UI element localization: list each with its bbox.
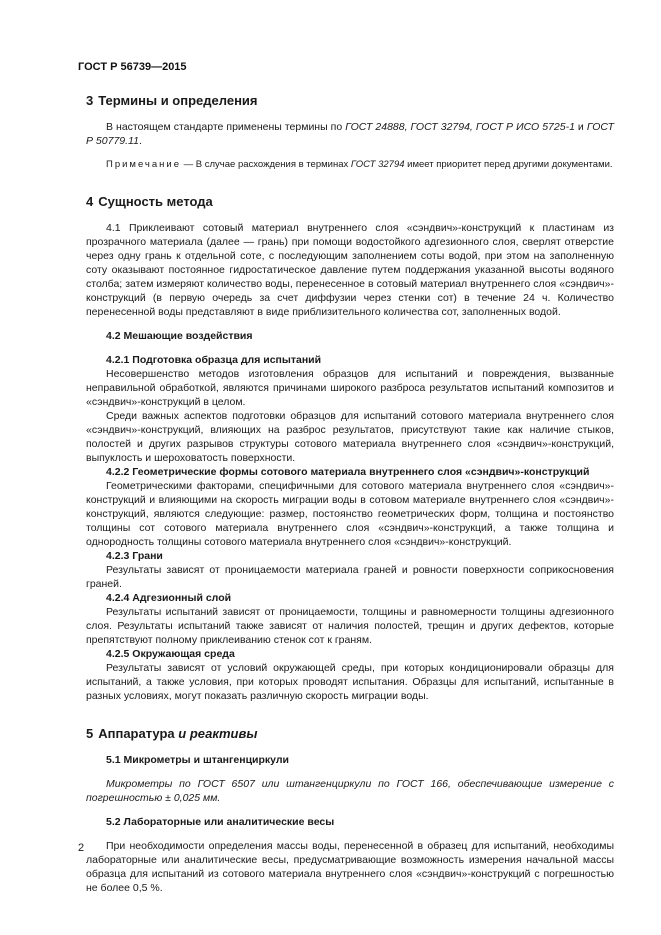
heading-4-2: 4.2 Мешающие воздействия: [106, 330, 253, 342]
section-4-title: Сущность метода: [98, 194, 213, 209]
note-text-post: имеет приоритет перед другими документами.: [404, 159, 613, 170]
heading-4-2-4: 4.2.4 Адгезионный слой: [106, 592, 232, 604]
section-3: [86, 92, 614, 171]
section-5-title-a: Аппаратура: [98, 726, 179, 741]
paragraph-4-2-1-a: Несовершенство методов изготовления образцов для испытаний и повреждения, вызванные неправильной обработкой, являются причинами широкого разброса результатов испытаний композитов и «сэндвич»-конструкций в целом.: [86, 368, 614, 408]
section-3-paragraph-mid: и: [574, 121, 587, 133]
paragraph-4-2-5: Результаты зависят от условий окружающей среды, при которых кондиционировали образцы для испытаний, а также условия, при которых проводят испытания. Образцы для испытаний, испытанные в разных условиях, могут показать различную скорость миграции воды.: [86, 662, 614, 702]
note-text-pre: — В случае расхождения в терминах: [181, 159, 351, 170]
section-5-title-b: и реактивы: [178, 726, 258, 741]
heading-4-2-3: 4.2.3 Грани: [106, 550, 163, 562]
section-4-number: 4: [86, 194, 94, 209]
note-ref: ГОСТ 32794: [350, 159, 405, 170]
section-4: [86, 193, 614, 703]
paragraph-4-2-4: Результаты испытаний зависят от проницаемости, толщины и равномерности толщины адгезионного слоя. Результаты испытаний также зависят от наличия полостей, трещин и других дефектов, которые препятствуют полному приклеиванию стенок сот к граням.: [86, 606, 614, 646]
heading-4-2-2: 4.2.2 Геометрические формы сотового материала внутреннего слоя «сэндвич»-конструкций: [106, 466, 590, 478]
paragraph-4-2-2: Геометрическими факторами, специфичными для сотового материала внутреннего слоя «сэндвич»-конструкций и влияющими на скорость миграции воды в сотовом материале внутреннего слоя «сэндвич»-конструкций, являются следующие: размер, постоянство геометрических форм, толщина и постоянство толщины сот сотового материала внутреннего слоя «сэндвич»-конструкций, а также толщина и однородность толщины сотового материала внутреннего слоя «сэндвич»-конструкций.: [86, 480, 614, 548]
section-3-heading: [86, 92, 614, 110]
section-3-paragraph-ref-last: ГОСТ Р 50779.11: [86, 121, 615, 147]
paragraph-4-2-3: Результаты зависят от проницаемости материала граней и ровности поверхности соприкосновения граней.: [86, 564, 614, 590]
section-5-number: 5: [86, 726, 94, 741]
section-5: [86, 725, 614, 895]
heading-5-1: 5.1 Микрометры и штангенциркули: [106, 754, 289, 766]
paragraph-4-1: 4.1 Приклеивают сотовый материал внутреннего слоя «сэндвич»-конструкций к пластинам из прозрачного материала (далее — грань) при помощи водостойкого адгезионного слоя, сверлят отверстие через одну грань к отдельной соте, с последующим заполнением соты водой, при этом на заполненную соту оказывают постоянное гидростатическое давление путем поддержания указанной высоты водяного столба; затем измеряют количество воды, перенесенное в сотовый материал внутреннего слоя «сэндвич»-конструкций (в первую очередь за счет диффузии через стенки сот) в течение 24 ч. Количество перенесенной воды представляют в виде приблизительного количества сот, заполненных водой.: [86, 222, 614, 318]
section-3-paragraph-end: .: [138, 135, 142, 147]
paragraph-5-1: Микрометры по ГОСТ 6507 или штангенциркули по ГОСТ 166, обеспечивающие измерение с погрешностью ± 0,025 мм.: [86, 778, 614, 804]
section-3-paragraph-pre: В настоящем стандарте применены термины по: [106, 121, 346, 133]
section-5-heading: [86, 725, 614, 743]
page-number: 2: [78, 842, 85, 854]
section-4-heading: [86, 193, 614, 211]
heading-4-2-5: 4.2.5 Окружающая среда: [106, 648, 235, 660]
heading-4-2-1: 4.2.1 Подготовка образца для испытаний: [106, 354, 322, 366]
paragraph-4-2-1-b: Среди важных аспектов подготовки образцов для испытаний сотового материала внутреннего слоя «сэндвич»-конструкций, влияющих на разброс результатов, присутствуют такие как наличие стыков, полостей и других разрывов структуры сотового материала внутреннего слоя «сэндвич»-конструкций, выпуклость и шероховатость поверхности.: [86, 410, 614, 464]
heading-5-2: 5.2 Лабораторные или аналитические весы: [106, 816, 335, 828]
section-3-note: [86, 158, 614, 171]
note-label: Примечание: [106, 159, 181, 170]
section-3-paragraph-refs: ГОСТ 24888, ГОСТ 32794, ГОСТ Р ИСО 5725-1: [345, 121, 575, 133]
section-3-paragraph: [86, 120, 614, 148]
page-content: [86, 88, 614, 895]
section-3-title: Термины и определения: [98, 93, 258, 108]
section-3-number: 3: [86, 93, 94, 108]
paragraph-5-2: При необходимости определения массы воды, перенесенной в образец для испытаний, необходимы лабораторные или аналитические весы, предусматривающие возможность измерения начальной массы образца для испытаний из сотового материала внутреннего слоя «сэндвич»-конструкций с погрешностью не более 0,5 %.: [86, 840, 614, 894]
running-header: ГОСТ Р 56739—2015: [78, 61, 187, 73]
